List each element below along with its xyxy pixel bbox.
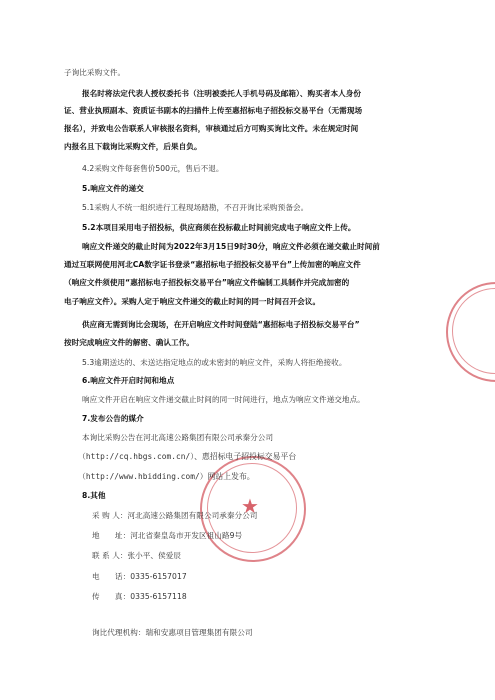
doc-line-06: 4.2采购文件每套售价500元，售后不退。 [82, 164, 224, 173]
contact-purchaser: 采 购 人：河北高速公路集团有限公司承秦分公司 [92, 511, 258, 520]
agency-line: 询比代理机构：瑞和安惠项目管理集团有限公司 [92, 628, 253, 637]
doc-line-12: （响应文件须使用“惠招标电子招投标交易平台”响应文件编制工具制作并完成加密的 [64, 278, 350, 287]
contact-address: 地 址：河北省秦皇岛市开发区祖山路9号 [92, 531, 243, 540]
doc-line-03: 证、营业执照副本、资质证书副本的扫描件上传至惠招标电子招投标交易平台（无需现场 [64, 106, 363, 115]
doc-line-20: 本询比采购公告在河北高速公路集团有限公司承秦分公司 [82, 433, 274, 442]
doc-line-01: 子询比采购文件。 [64, 68, 126, 77]
doc-line-10: 响应文件递交的截止时间为2022年3月15日9时30分，响应文件必须在递交截止时间前 [82, 242, 380, 251]
contact-phone: 电 话：0335-6157017 [92, 572, 187, 581]
doc-line-15: 按时完成响应文件的解密、确认工作。 [64, 338, 194, 347]
section-6-heading: 6.响应文件开启时间和地点 [82, 376, 175, 385]
doc-line-16: 5.3逾期送达的、未送达指定地点的或未密封的响应文件，采购人将拒绝接收。 [82, 358, 347, 367]
doc-line-22-link[interactable]: （http://www.hbidding.com/）网站上发布。 [78, 472, 255, 481]
contact-person: 联 系 人：张小平、侯爱辰 [92, 551, 182, 560]
contact-fax: 传 真：0335-6157118 [92, 592, 187, 601]
doc-line-13: 电子响应文件）。采购人定于响应文件递交的截止时间的同一时间召开会议。 [64, 297, 321, 306]
doc-line-14: 供应商无需到询比会现场，在开启响应文件时间登陆“惠招标电子招投标交易平台” [82, 320, 360, 329]
section-7-heading: 7.发布公告的媒介 [82, 414, 144, 423]
section-8-heading: 8.其他 [82, 491, 106, 500]
doc-line-05: 内报名且下载询比采购文件，后果自负。 [64, 142, 202, 151]
doc-line-18: 响应文件开启在响应文件递交截止时间的同一时间进行，地点为响应文件递交地点。 [82, 395, 365, 404]
doc-line-02: 报名时将法定代表人授权委托书（注明被委托人手机号码及邮箱）、购买者本人身份 [82, 89, 362, 98]
doc-line-21-link[interactable]: （http://cq.hbgs.com.cn/）、惠招标电子招投标交易平台 [78, 452, 297, 461]
doc-line-04: 报名），并致电公告联系人审核报名资料，审核通过后方可购买询比文件。未在规定时间 [64, 124, 359, 133]
seal-star-icon: ★ [241, 494, 259, 518]
doc-line-08: 5.1采购人不统一组织进行工程现场踏勘，不召开询比采购预备会。 [82, 203, 309, 212]
doc-line-09: 5.2本项目采用电子招投标，供应商须在投标截止时间前完成电子响应文件上传。 [82, 223, 356, 232]
doc-line-11: 通过互联网使用河北CA数字证书登录“惠招标电子招投标交易平台”上传加密的响应文件 [64, 260, 361, 269]
section-5-heading: 5.响应文件的递交 [82, 184, 144, 193]
